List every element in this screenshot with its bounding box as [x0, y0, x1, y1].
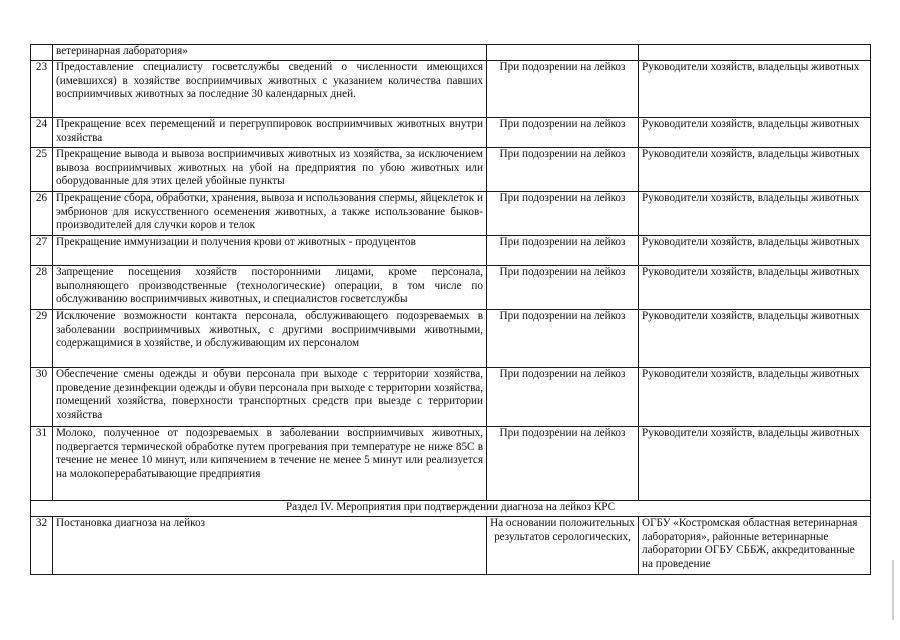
measure-description: ветеринарная лаборатория»	[53, 45, 487, 61]
measure-responsible: Руководители хозяйств, владельцы животных	[639, 427, 871, 501]
measure-responsible: Руководители хозяйств, владельцы животных	[639, 368, 871, 427]
measure-condition: При подозрении на лейкоз	[487, 310, 639, 368]
row-number	[31, 45, 53, 61]
measure-responsible: ОГБУ «Костромская областная ветеринарная лаборатория», районные ветеринарные лаборатории ОГБУ СББЖ, аккредитованные на проведение	[639, 517, 871, 575]
table-row	[31, 45, 871, 61]
measure-responsible: Руководители хозяйств, владельцы животных	[639, 61, 871, 118]
measure-description: Молоко, полученное от подозреваемых в заболевании восприимчивых животных, подвергается термической обработке путем прогревания при температуре не ниже 85С в течение не менее 10 минут, или кипячением в течение не менее 5 минут или реализуется на молокоперерабатывающие предприятия	[53, 427, 487, 501]
section-row	[31, 501, 871, 517]
measure-description: Обеспечение смены одежды и обуви персонала при выходе с территории хозяйства, проведение дезинфекции одежды и обуви персонала при выходе с территории хозяйства, помещений хозяйства, поверхности транспортных средств при выезде с территории хозяйства	[53, 368, 487, 427]
measure-description: Постановка диагноза на лейкоз	[53, 517, 487, 575]
measure-condition: При подозрении на лейкоз	[487, 427, 639, 501]
row-number: 26	[31, 192, 53, 236]
section-title: Раздел IV. Мероприятия при подтверждении диагноза на лейкоз КРС	[31, 501, 871, 517]
table-row	[31, 368, 871, 427]
row-number: 29	[31, 310, 53, 368]
measure-responsible: Руководители хозяйств, владельцы животных	[639, 266, 871, 310]
measure-condition: При подозрении на лейкоз	[487, 148, 639, 192]
row-number: 25	[31, 148, 53, 192]
measure-condition: При подозрении на лейкоз	[487, 266, 639, 310]
measure-description: Прекращение всех перемещений и перегруппировок восприимчивых животных внутри хозяйства	[53, 118, 487, 148]
measure-responsible: Руководители хозяйств, владельцы животных	[639, 236, 871, 266]
measures-table	[30, 44, 871, 575]
measure-responsible: Руководители хозяйств, владельцы животных	[639, 310, 871, 368]
measure-condition: При подозрении на лейкоз	[487, 61, 639, 118]
measure-description: Предоставление специалисту госветслужбы сведений о численности имеющихся (имевшихся) в хозяйстве восприимчивых животных с указанием количества павших восприимчивых животных за последние 30 календарных дней.	[53, 61, 487, 118]
measure-responsible: Руководители хозяйств, владельцы животных	[639, 118, 871, 148]
document-page	[30, 44, 871, 575]
table-row	[31, 517, 871, 575]
row-number: 28	[31, 266, 53, 310]
measure-description: Запрещение посещения хозяйств посторонними лицами, кроме персонала, выполняющего производственные (технологические) операции, в том числе по обслуживанию восприимчивых животных, и специалистов госветслужбы	[53, 266, 487, 310]
measure-responsible: Руководители хозяйств, владельцы животных	[639, 148, 871, 192]
measure-description: Прекращение вывода и вывоза восприимчивых животных из хозяйства, за исключением вывоза восприимчивых животных на убой на предприятия по убою животных или оборудованные для этих целей убойные пункты	[53, 148, 487, 192]
measure-condition	[487, 45, 639, 61]
row-number: 27	[31, 236, 53, 266]
table-row	[31, 118, 871, 148]
measure-condition: При подозрении на лейкоз	[487, 236, 639, 266]
table-row	[31, 310, 871, 368]
measure-description: Прекращение иммунизации и получения крови от животных - продуцентов	[53, 236, 487, 266]
row-number: 30	[31, 368, 53, 427]
row-number: 32	[31, 517, 53, 575]
table-row	[31, 236, 871, 266]
measure-responsible	[639, 45, 871, 61]
measure-condition: При подозрении на лейкоз	[487, 368, 639, 427]
table-row	[31, 61, 871, 118]
row-number: 23	[31, 61, 53, 118]
measure-condition: При подозрении на лейкоз	[487, 118, 639, 148]
measure-description: Исключение возможности контакта персонала, обслуживающего подозреваемых в заболевании восприимчивых животных, с другими восприимчивыми животными, содержащимися в хозяйстве, и обслуживающим их персоналом	[53, 310, 487, 368]
measure-condition: При подозрении на лейкоз	[487, 192, 639, 236]
table-row	[31, 192, 871, 236]
measure-responsible: Руководители хозяйств, владельцы животных	[639, 192, 871, 236]
row-number: 31	[31, 427, 53, 501]
table-row	[31, 427, 871, 501]
table-row	[31, 148, 871, 192]
measure-condition: На основании положительных результатов серологических,	[487, 517, 639, 575]
row-number: 24	[31, 118, 53, 148]
measure-description: Прекращение сбора, обработки, хранения, вывоза и использования спермы, яйцеклеток и эмбрионов для искусственного осеменения животных, а также использование быков-производителей для случки коров и телок	[53, 192, 487, 236]
scan-edge-mark	[892, 560, 894, 620]
table-row	[31, 266, 871, 310]
